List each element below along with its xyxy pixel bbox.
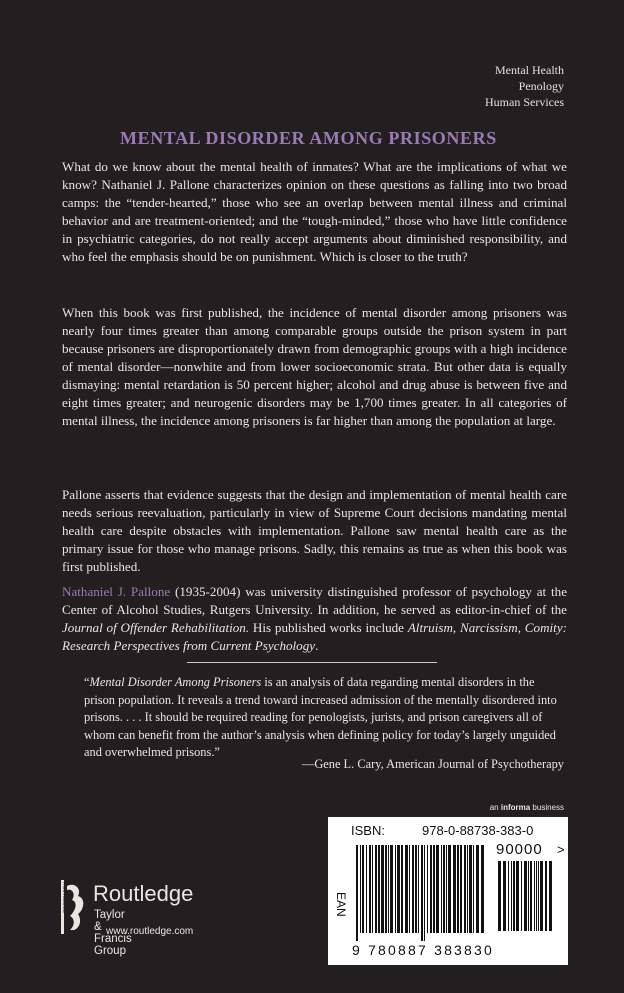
barcode-bar xyxy=(524,861,527,931)
barcode-bar xyxy=(540,861,543,931)
barcode-bar xyxy=(381,845,384,933)
barcode-bar xyxy=(469,845,472,933)
description-paragraph-1: What do we know about the mental health of inmates? What are the implications of what we know? Nathaniel J. Pallone characterizes opinion on these questions as falling into two broad camps: the “tender-hearted,” those who see an overlap between mental illness and criminal behavior and are treatment-oriented; and the “tough-minded,” those who have little confidence in psychiatric categories, do not really accept arguments about diminished responsibility, and who feel the emphasis should be on punishment. Which is closer to the truth? xyxy=(62,159,567,264)
barcode-bar xyxy=(418,845,419,933)
quote-text: is an analysis of data regarding mental disorders in the prison population. It reveals a trend toward increased admission of the mentally disordered into prisons. . . . It should be required reading for penologists, jurists, and prison caregivers all of whom can benefit from the author’s analysis when defining policy for today’s largely unguided and overwhelmed prisons.” xyxy=(84,675,557,759)
author-name: Nathaniel J. Pallone xyxy=(62,584,171,599)
barcode-bar xyxy=(545,861,547,931)
barcode-bar xyxy=(460,845,462,933)
informa-tagline xyxy=(490,803,564,812)
barcode-bar xyxy=(412,845,414,933)
barcode-bar xyxy=(372,845,373,933)
barcode-bar xyxy=(390,845,393,933)
divider-rule xyxy=(187,662,437,663)
ean-label: EAN xyxy=(334,892,348,917)
barcode-bar xyxy=(448,845,451,933)
barcode-box xyxy=(328,817,568,965)
barcode-bar xyxy=(436,845,439,933)
publisher-name: Routledge xyxy=(93,881,194,906)
barcode-bar xyxy=(424,845,425,941)
informa-suffix: business xyxy=(530,803,564,812)
barcode-bar xyxy=(453,845,456,933)
barcode-bar xyxy=(498,861,501,931)
barcode-bar xyxy=(430,845,432,933)
barcode-bar xyxy=(513,861,515,931)
review-quote xyxy=(84,674,558,762)
category-mental-health: Mental Health xyxy=(495,63,564,77)
bio-text-3: . xyxy=(315,638,319,653)
barcode-bar xyxy=(401,845,403,933)
bio-journal: Journal of Offender Rehabilitation. xyxy=(62,620,250,635)
bio-works: Altruism, Narcissism, Comity: Research Perspectives from Current Psychology xyxy=(62,620,567,653)
barcode-bar xyxy=(366,845,367,933)
barcode-bar xyxy=(441,845,442,933)
barcode-bar xyxy=(388,845,389,933)
barcode-bar xyxy=(516,861,519,931)
barcode-bar xyxy=(356,845,358,941)
barcode-bar xyxy=(476,845,479,933)
publisher-url[interactable]: www.routledge.com xyxy=(106,926,194,937)
isbn-label: ISBN: xyxy=(351,823,385,838)
description-paragraph-2: When this book was first published, the incidence of mental disorder among prisoners was nearly four times greater than among comparable groups outside the prison system in part because prisoners are disproportionately drawn from demographic groups with a high incidence of mental disorder—nonwhite and from lower socioeconomic strata. But other data is equally dismaying: mental retardation is 50 percent higher; alcohol and drug abuse is between five and eight times greater; and neurogenic disorders may be 1,700 times greater. In all categories of mental illness, the incidence among prisoners is far higher than among the population at large. xyxy=(62,305,567,428)
barcode-bar xyxy=(360,845,361,933)
barcode-bar xyxy=(503,861,506,931)
category-human-services: Human Services xyxy=(485,95,564,109)
publisher-group: Taylor & Francis Group xyxy=(94,909,132,957)
barcode-bar xyxy=(528,861,529,931)
barcode-bar xyxy=(409,845,410,933)
ean-barcode xyxy=(356,845,488,941)
barcode-bar xyxy=(362,845,364,933)
barcode-bar xyxy=(534,861,535,931)
informa-brand: informa xyxy=(500,803,531,812)
price-code: 90000 xyxy=(496,841,543,858)
barcode-bar xyxy=(397,845,400,933)
barcode-bar xyxy=(521,861,522,931)
barcode-bar xyxy=(511,861,512,931)
barcode-bar xyxy=(405,845,408,933)
barcode-bar xyxy=(446,845,447,933)
barcode-bar xyxy=(427,845,428,933)
book-title: MENTAL DISORDER AMONG PRISONERS xyxy=(120,128,497,148)
quote-open: “ xyxy=(84,675,90,689)
barcode-bar xyxy=(375,845,377,933)
barcode-bar xyxy=(530,861,532,931)
barcode-bar xyxy=(457,845,459,933)
subject-categories xyxy=(485,62,564,110)
description-paragraph-3: Pallone asserts that evidence suggests that the design and implementation of mental health care needs serious reevaluation, particularly in view of Supreme Court decisions mandating mental health care despite obstacles with implementation. Pallone saw mental health care as the primary issue for those who manage prisons. Sadly, this remains as true as when this book was first published. xyxy=(62,487,567,574)
barcode-bar xyxy=(433,845,435,933)
barcode-bar xyxy=(467,845,468,933)
barcode-bar xyxy=(385,845,387,933)
review-attribution: —Gene L. Cary, American Journal of Psychotherapy xyxy=(301,757,564,771)
barcode-bar xyxy=(395,845,396,933)
bio-text-1: (1935-2004) was university distinguished professor of psychology at the Center of Alcohol Studies, Rutgers University. In addition, he served as editor-in-chief of the xyxy=(62,584,568,617)
category-penology: Penology xyxy=(518,79,564,93)
informa-prefix: an xyxy=(489,803,501,812)
barcode-bar xyxy=(536,861,537,931)
routledge-logo-icon xyxy=(60,880,90,934)
barcode-digits: 9 780887 383830 xyxy=(352,942,494,958)
barcode-bar xyxy=(473,845,474,933)
barcode-bar xyxy=(369,845,371,933)
barcode-bar xyxy=(421,845,423,941)
barcode-bar xyxy=(549,861,552,931)
barcode-bar xyxy=(508,861,509,931)
isbn-value: 978-0-88738-383-0 xyxy=(422,823,534,838)
price-barcode xyxy=(498,861,554,939)
author-bio xyxy=(62,583,567,655)
price-code-mark: > xyxy=(557,842,565,857)
barcode-bar xyxy=(443,845,445,933)
barcode-bar xyxy=(481,845,484,933)
quote-book-title: Mental Disorder Among Prisoners xyxy=(89,675,262,689)
barcode-bar xyxy=(464,845,466,933)
bio-text-2: His published works include xyxy=(249,620,408,635)
routledge-logo-text: ROUTLEDGE xyxy=(61,882,68,914)
barcode-bar xyxy=(378,845,380,933)
barcode-bar xyxy=(538,861,539,931)
barcode-bar xyxy=(415,845,417,933)
